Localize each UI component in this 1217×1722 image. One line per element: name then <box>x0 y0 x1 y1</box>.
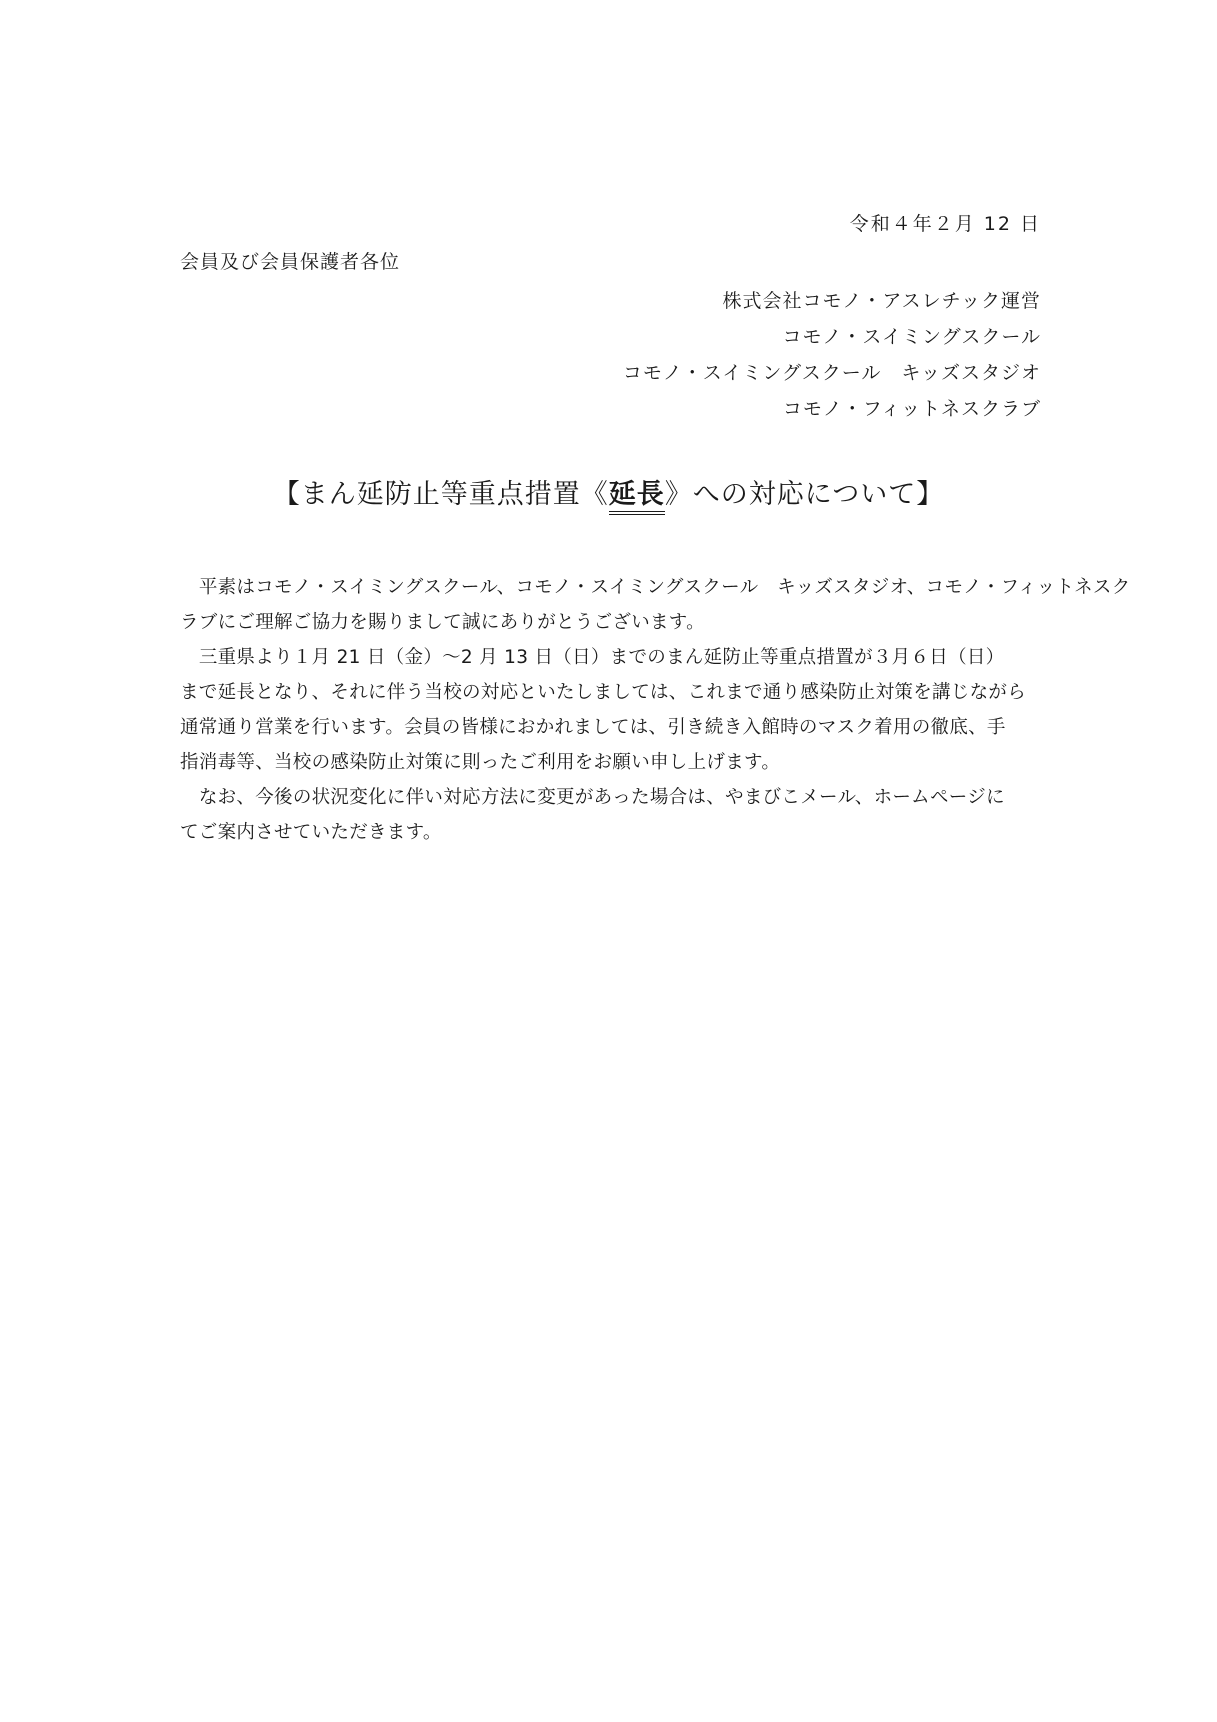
body-line-text: 通常通り営業を行います。会員の皆様におかれましては、引き続き入館時のマスク着用の徹底、手 <box>180 717 1006 738</box>
addressee: 会員及び会員保護者各位 <box>180 251 401 273</box>
body-line <box>180 780 1042 815</box>
body-line-text: なお、今後の状況変化に伴い対応方法に変更があった場合は、やまびこメール、ホームページに <box>198 787 1005 808</box>
body-line <box>180 815 1042 850</box>
sender-swimming-school: コモノ・スイミングスクール <box>782 326 1041 348</box>
document-title <box>0 472 1217 511</box>
body-line-text: まで延長となり、それに伴う当校の対応といたしましては、これまで通り感染防止対策を講じながら <box>180 682 1027 703</box>
body-line-text: 三重県より１月 21 日（金）～2 月 13 日（日）までのまん延防止等重点措置が３月６日（日） <box>198 647 1005 668</box>
body-line-text: ラブにご理解ご協力を賜りまして誠にありがとうございます。 <box>180 612 705 633</box>
sender-block <box>623 283 1041 427</box>
document-body <box>180 570 1131 850</box>
title-emphasis: 延長 <box>609 479 665 515</box>
body-line-text: 平素はコモノ・スイミングスクール、コモノ・スイミングスクール キッズスタジオ、コモノ・フィットネスク <box>198 577 1131 598</box>
body-line-text: 指消毒等、当校の感染防止対策に則ったご利用をお願い申し上げます。 <box>180 752 781 773</box>
sender-fitness-club: コモノ・フィットネスクラブ <box>782 398 1041 420</box>
body-line <box>180 710 1042 745</box>
sender-kids-studio: コモノ・スイミングスクール キッズスタジオ <box>622 362 1041 384</box>
title-after: 》への対応について】 <box>664 479 945 510</box>
title-before: 【まん延防止等重点措置《 <box>272 479 609 510</box>
body-line <box>180 745 1042 780</box>
body-line <box>180 675 1042 710</box>
body-line <box>180 570 1131 605</box>
body-line-text: てご案内させていただきます。 <box>180 822 442 843</box>
sender-company: 株式会社コモノ・アスレチック運営 <box>722 290 1041 312</box>
body-line <box>180 605 1042 640</box>
body-line <box>180 640 1042 675</box>
document-date: 令和４年２月 12 日 <box>849 213 1041 235</box>
